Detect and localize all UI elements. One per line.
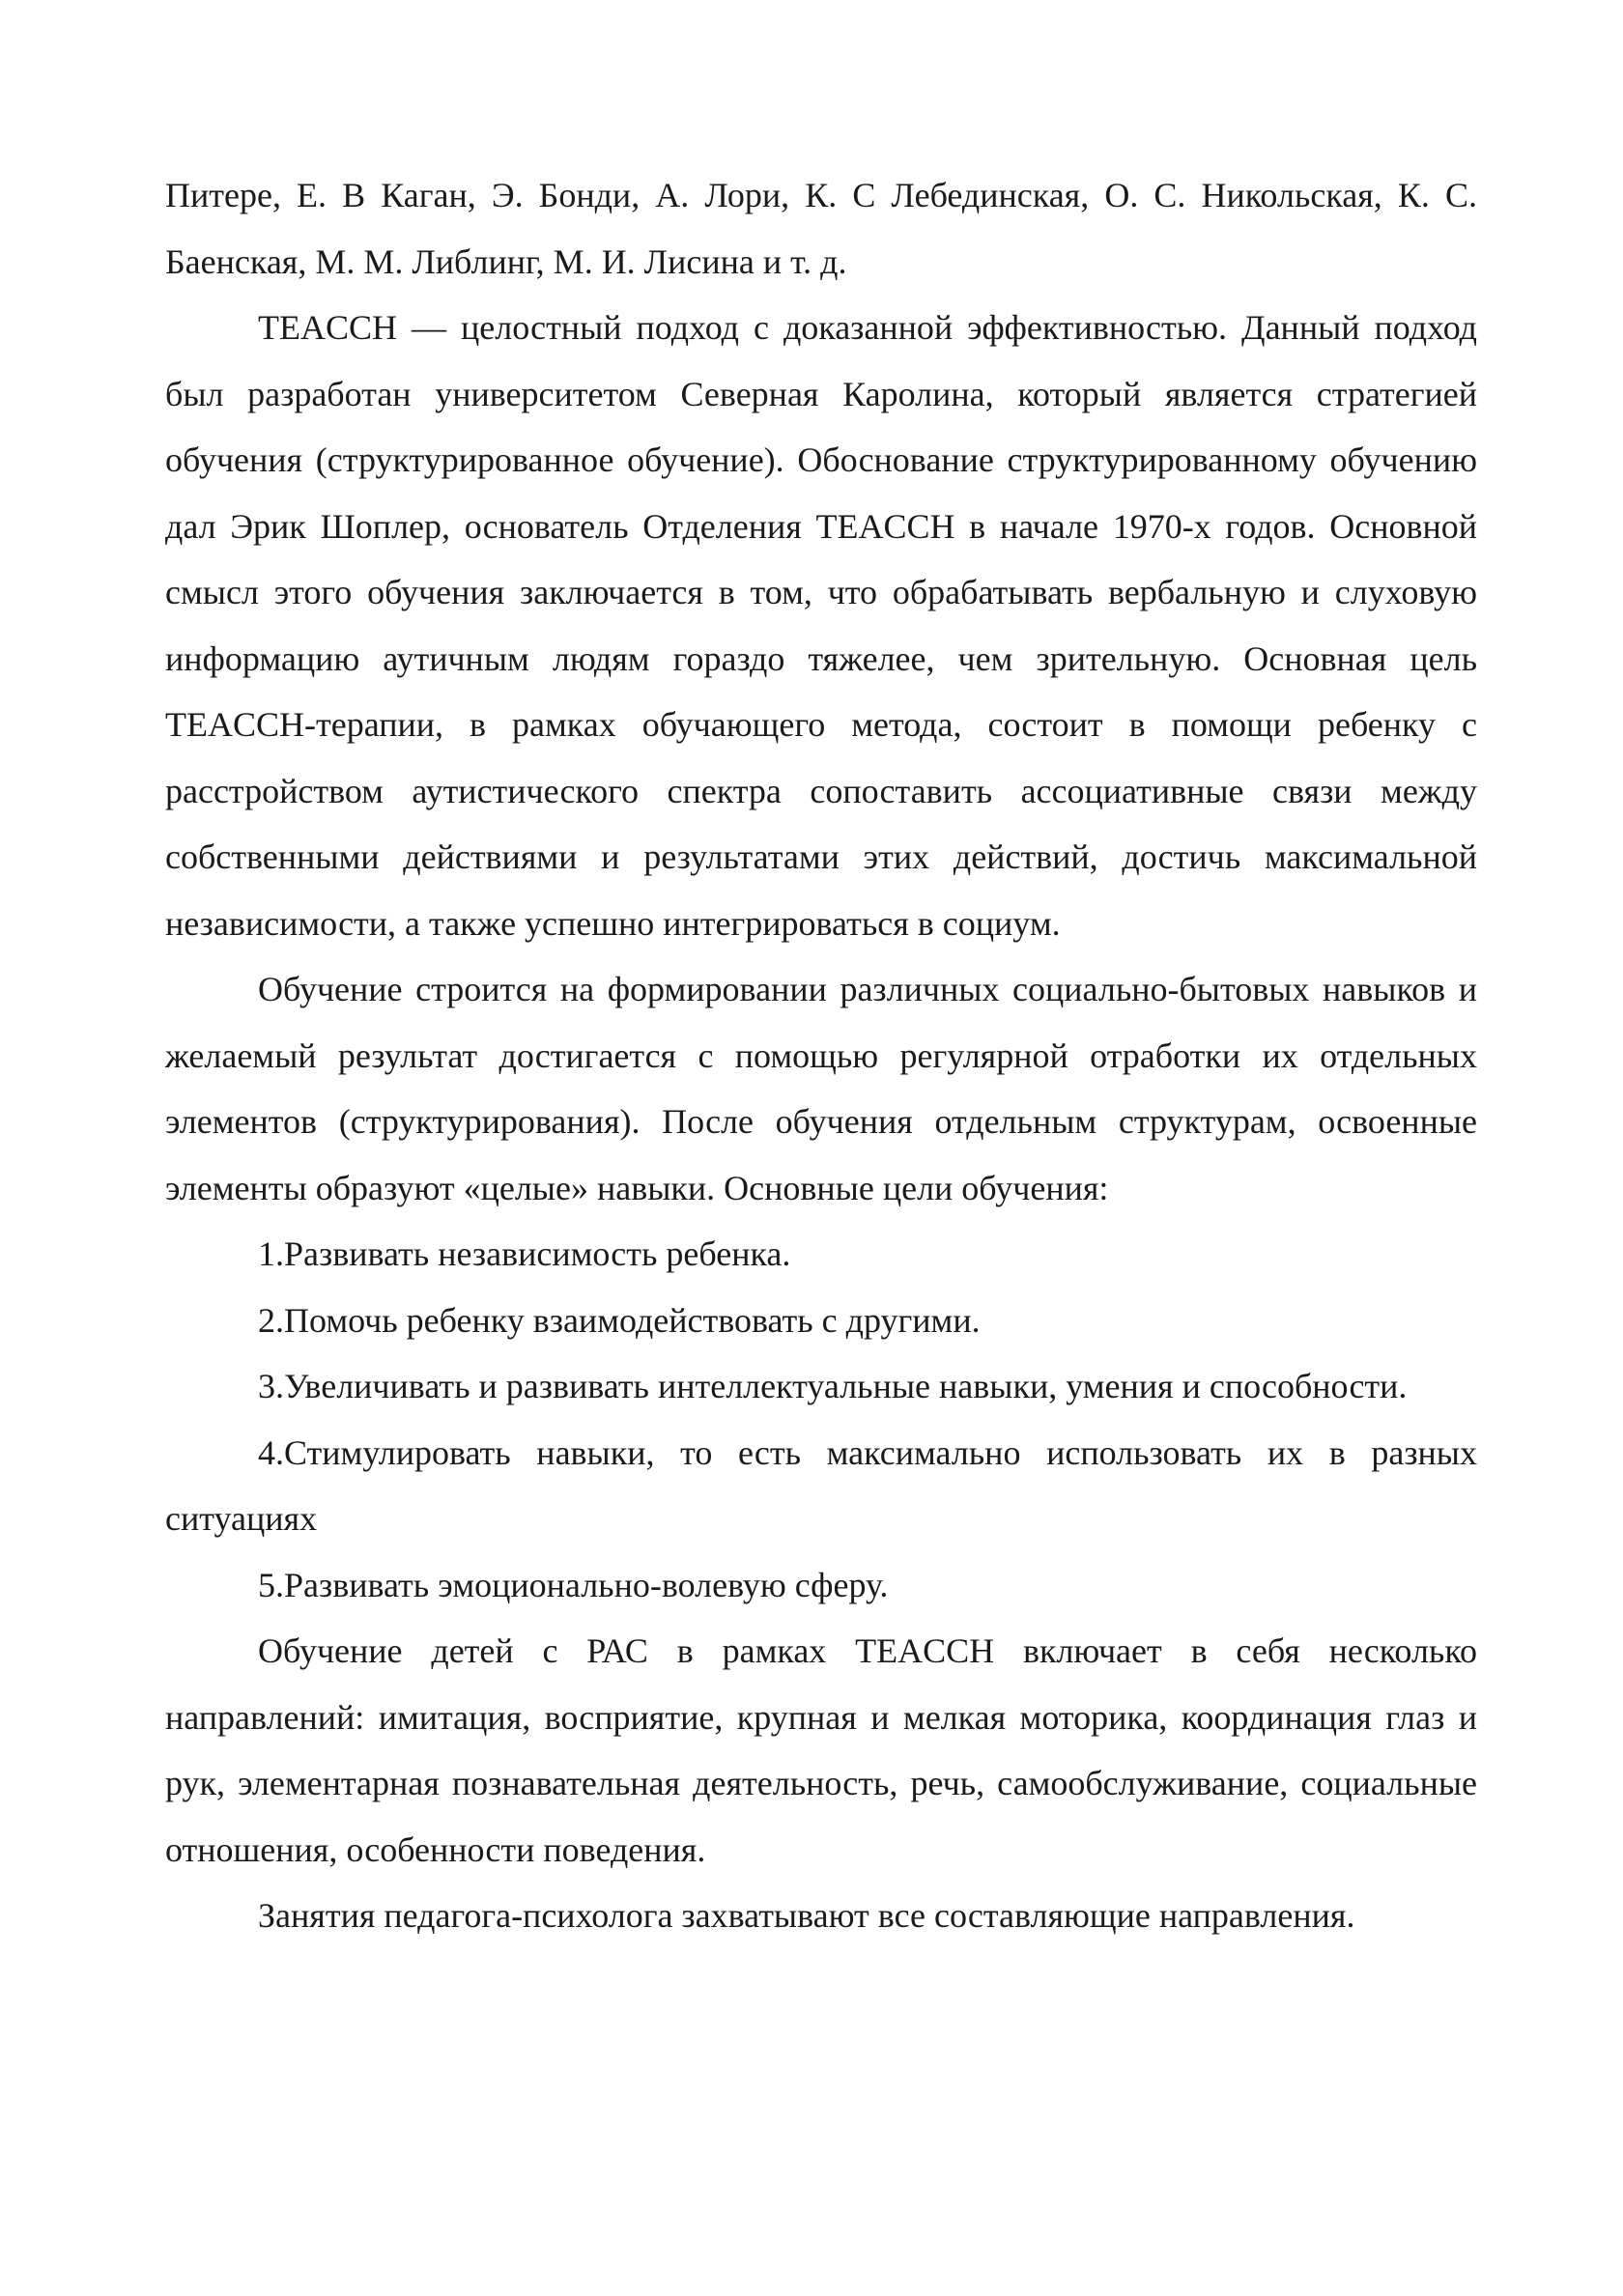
goal-item-3: 3.Увеличивать и развивать интеллектуальные навыки, умения и способности. (258, 1367, 1408, 1405)
goal-item-2: 2.Помочь ребенку взаимодействовать с другими. (258, 1300, 981, 1340)
psychologist-sessions-paragraph: Занятия педагога-психолога захватывают все составляющие направления. (258, 1896, 1355, 1935)
document-body (165, 162, 1477, 1949)
training-structure-paragraph: Обучение строится на формировании различных социально-бытовых навыков и желаемый результат достигается с помощью регулярной отработки их отдельных элементов (структурирования). После обучения отдельным структурам, освоенные элементы образуют «целые» навыки. Основные цели обучения: (165, 970, 1477, 1207)
teacch-overview-paragraph: TEACCH — целостный подход с доказанной эффективностью. Данный подход был разработан университетом Северная Каролина, который является стратегией обучения (структурированное обучение). Обоснование структурированному обучению дал Эрик Шоплер, основатель Отделения TEACCH в начале 1970-х годов. Основной смысл этого обучения заключается в том, что обрабатывать вербальную и слуховую информацию аутичным людям гораздо тяжелее, чем зрительную. Основная цель TEACCH-терапии, в рамках обучающего метода, состоит в помощи ребенку с расстройством аутистического спектра сопоставить ассоциативные связи между собственными действиями и результатами этих действий, достичь максимальной независимости, а также успешно интегрироваться в социум. (165, 308, 1477, 943)
goal-item-4: 4.Стимулировать навыки, то есть максимально использовать их в разных ситуациях (165, 1432, 1477, 1538)
training-directions-paragraph: Обучение детей с РАС в рамках TEACCH включает в себя несколько направлений: имитация, восприятие, крупная и мелкая моторика, координация глаз и рук, элементарная познавательная деятельность, речь, самообслуживание, социальные отношения, особенности поведения. (165, 1631, 1477, 1869)
goal-item-1: 1.Развивать независимость ребенка. (258, 1234, 791, 1273)
goal-item-5: 5.Развивать эмоционально-волевую сферу. (258, 1565, 889, 1604)
intro-paragraph: Питере, Е. В Каган, Э. Бонди, А. Лори, К. С Лебединская, О. С. Никольская, К. С. Баенская, М. М. Либлинг, М. И. Лисина и т. д. (165, 176, 1477, 281)
